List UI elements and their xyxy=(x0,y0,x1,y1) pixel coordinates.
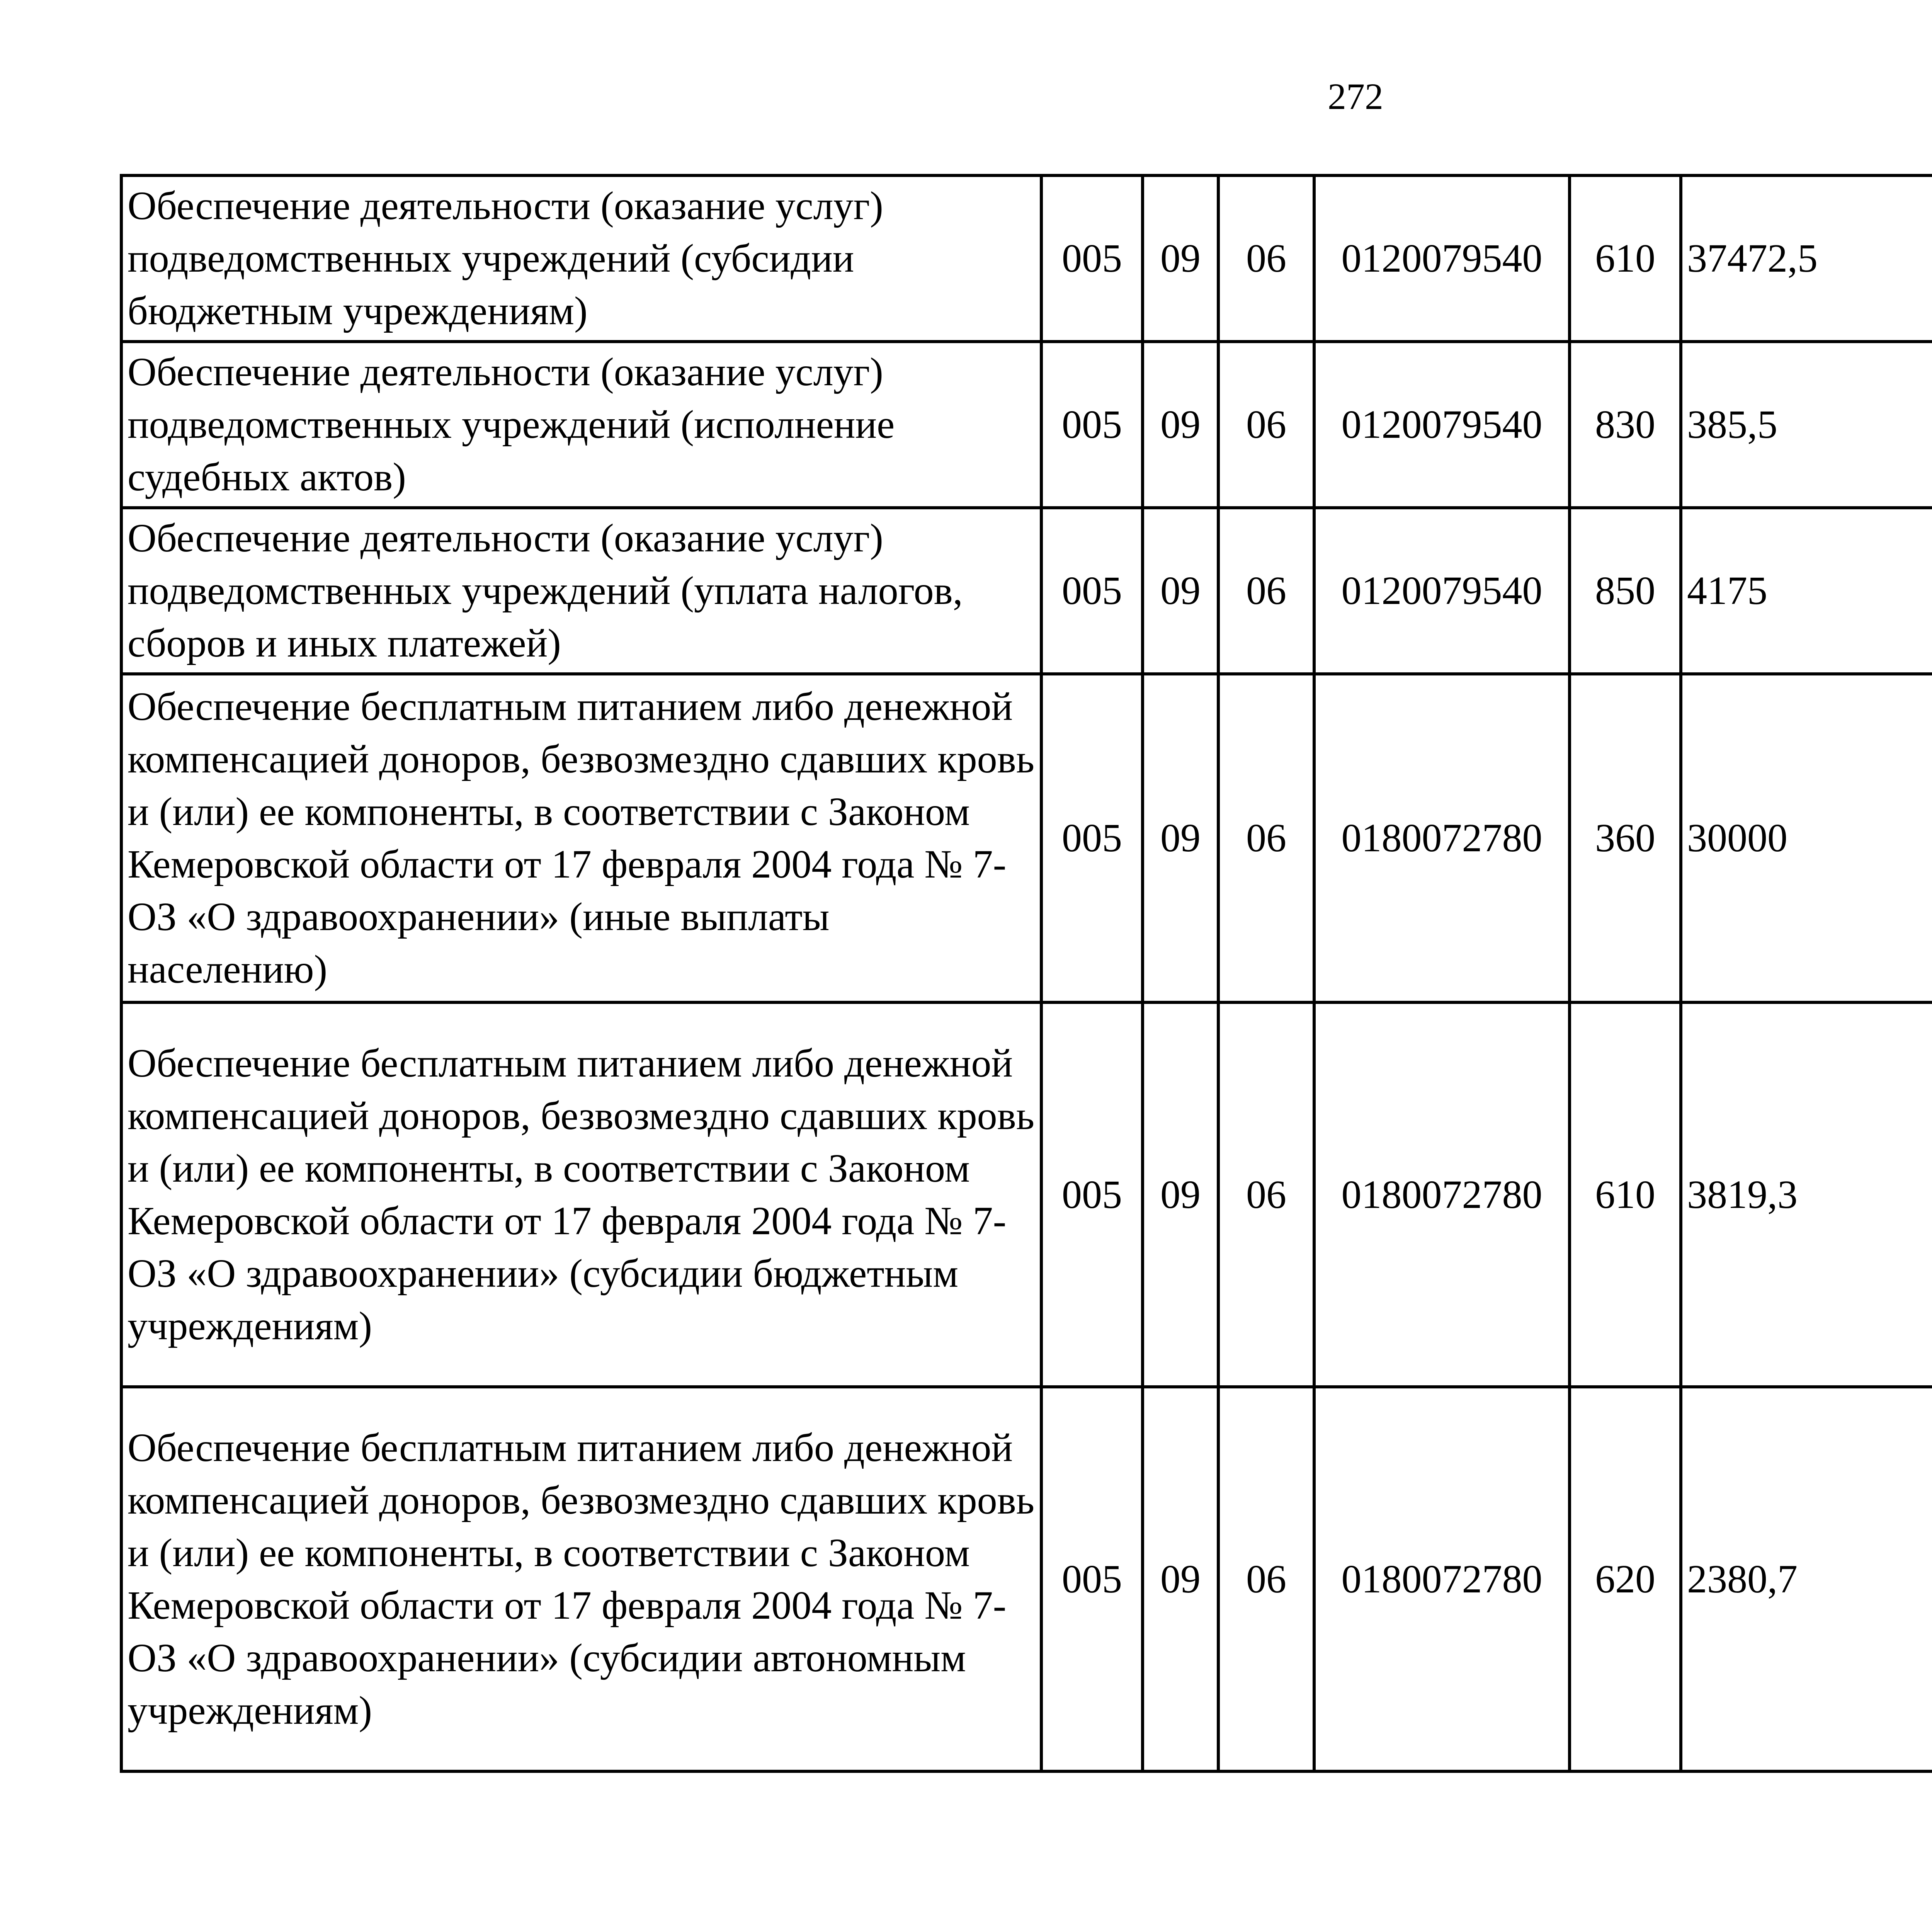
target-article-code: 0180072780 xyxy=(1314,1387,1570,1771)
row-description: Обеспечение бесплатным питанием либо денежной компенсацией доноров, безвозмездно сдавших кровь и (или) ее компоненты, в соответствии с Законом Кемеровской области от 17 февраля 2004 года № 7-ОЗ «О здравоохранении» (субсидии бюджетным учреждениям) xyxy=(121,1002,1041,1387)
subsection-code: 06 xyxy=(1218,342,1314,508)
section-code: 09 xyxy=(1143,1002,1218,1387)
ministry-code: 005 xyxy=(1041,1387,1143,1771)
subsection-code: 06 xyxy=(1218,1387,1314,1771)
subsection-code: 06 xyxy=(1218,1002,1314,1387)
subsection-code: 06 xyxy=(1218,175,1314,342)
row-description: Обеспечение бесплатным питанием либо денежной компенсацией доноров, безвозмездно сдавших кровь и (или) ее компоненты, в соответствии с Законом Кемеровской области от 17 февраля 2004 года № 7-ОЗ «О здравоохранении» (субсидии автономным учреждениям) xyxy=(121,1387,1041,1771)
amount-year-1: 4175 xyxy=(1681,508,1932,674)
target-article-code: 0180072780 xyxy=(1314,674,1570,1002)
section-code: 09 xyxy=(1143,175,1218,342)
expense-type-code: 830 xyxy=(1570,342,1681,508)
expense-type-code: 610 xyxy=(1570,1002,1681,1387)
target-article-code: 0120079540 xyxy=(1314,342,1570,508)
section-code: 09 xyxy=(1143,508,1218,674)
section-code: 09 xyxy=(1143,342,1218,508)
target-article-code: 0120079540 xyxy=(1314,175,1570,342)
ministry-code: 005 xyxy=(1041,674,1143,1002)
table-row xyxy=(121,508,1932,674)
amount-year-1: 37472,5 xyxy=(1681,175,1932,342)
row-description: Обеспечение бесплатным питанием либо денежной компенсацией доноров, безвозмездно сдавших кровь и (или) ее компоненты, в соответствии с Законом Кемеровской области от 17 февраля 2004 года № 7-ОЗ «О здравоохранении» (иные выплаты населению) xyxy=(121,674,1041,1002)
expense-type-code: 360 xyxy=(1570,674,1681,1002)
row-description: Обеспечение деятельности (оказание услуг) подведомственных учреждений (уплата налогов, сборов и иных платежей) xyxy=(121,508,1041,674)
table-row xyxy=(121,1002,1932,1387)
ministry-code: 005 xyxy=(1041,508,1143,674)
amount-year-1: 2380,7 xyxy=(1681,1387,1932,1771)
ministry-code: 005 xyxy=(1041,175,1143,342)
section-code: 09 xyxy=(1143,674,1218,1002)
subsection-code: 06 xyxy=(1218,674,1314,1002)
table-row xyxy=(121,674,1932,1002)
ministry-code: 005 xyxy=(1041,342,1143,508)
amount-year-1: 385,5 xyxy=(1681,342,1932,508)
expense-type-code: 850 xyxy=(1570,508,1681,674)
row-description: Обеспечение деятельности (оказание услуг) подведомственных учреждений (субсидии бюджетным учреждениям) xyxy=(121,175,1041,342)
target-article-code: 0180072780 xyxy=(1314,1002,1570,1387)
budget-table xyxy=(120,174,1932,1773)
table-row xyxy=(121,1387,1932,1771)
table-row xyxy=(121,342,1932,508)
section-code: 09 xyxy=(1143,1387,1218,1771)
expense-type-code: 610 xyxy=(1570,175,1681,342)
table-row xyxy=(121,175,1932,342)
subsection-code: 06 xyxy=(1218,508,1314,674)
amount-year-1: 3819,3 xyxy=(1681,1002,1932,1387)
page-number: 272 xyxy=(1328,76,1383,117)
row-description: Обеспечение деятельности (оказание услуг) подведомственных учреждений (исполнение судебных актов) xyxy=(121,342,1041,508)
amount-year-1: 30000 xyxy=(1681,674,1932,1002)
ministry-code: 005 xyxy=(1041,1002,1143,1387)
target-article-code: 0120079540 xyxy=(1314,508,1570,674)
expense-type-code: 620 xyxy=(1570,1387,1681,1771)
